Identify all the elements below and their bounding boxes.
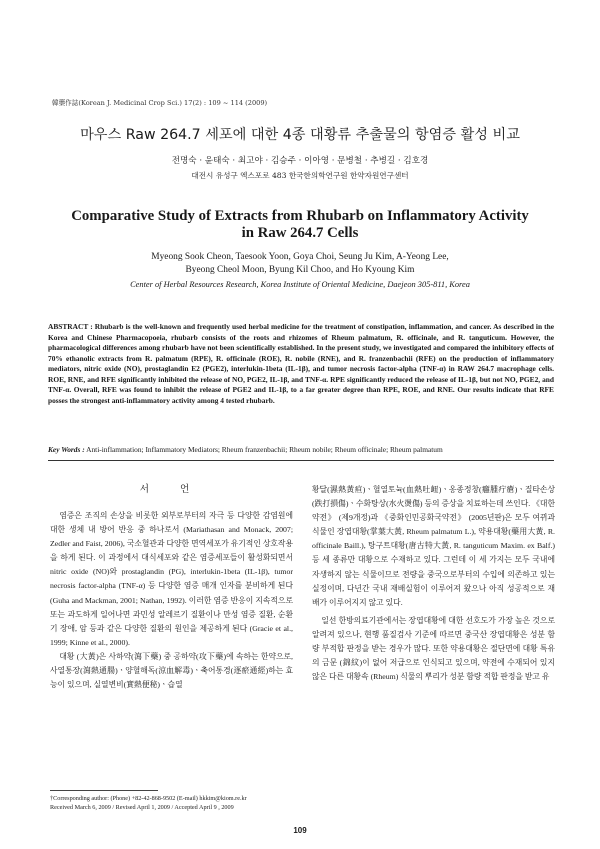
footnote	[50, 795, 570, 812]
keywords-divider	[48, 460, 554, 461]
korean-authors: 전명숙 · 윤태숙 · 최고야 · 김승주 · 이아영 · 문병철 · 추병길 · 김호경	[171, 156, 429, 166]
page-number: 109	[293, 826, 307, 835]
english-title-line-2: in Raw 264.7 Cells	[241, 225, 359, 241]
footnote-divider	[50, 790, 158, 791]
body-paragraph: 황달(濕熱黃疸)ㆍ혈열토뉵(血熱吐衄)ㆍ옹종정창(癰腫疔瘡)ㆍ질타손상(跌打損傷)ㆍ수화탕상(水火燙傷) 등의 증상을 치료하는데 쓰인다. 《대한약전》 (제9개정)과 《중화인민공화국약전》 (2005년판)은 모두 여뀌과 식물인 장엽대황(掌葉大黃, Rheum palmatum L.), 약용대황(藥用大黃, R. officinale Baill.), 탕구트대황(唐古特大黃, R. tanguticum Maxim. ex Balf.) 등 세 종류만 대황으로 수재하고 있다. 그런데 이 세 가지는 모두 국내에 자생하지 않는 식물이므로 전량을 중국으로부터의 수입에 의존하고 있는 실정이며, 다년간 국내 재배실험이 이루어져 왔으나 아직 성공적으로 재배가 이루어지지 않고 있다.	[312, 485, 555, 607]
english-authors-line-1: Myeong Sook Cheon, Taesook Yoon, Goya Choi, Seung Ju Kim, A-Yeong Lee,	[151, 252, 449, 262]
corresponding-author: †Corresponding author: (Phone) +82-42-868-9502 (E-mail) hkkim@kiom.re.kr	[50, 795, 247, 802]
keywords-label: Key Words :	[48, 445, 85, 454]
keywords-text: Anti-inflammation; Inflammatory Mediators; Rheum franzenbachii; Rheum nobile; Rheum officinale; Rheum palmatum	[86, 445, 443, 454]
english-affiliation: Center of Herbal Resources Research, Korea Institute of Oriental Medicine, Daejeon 305-811, Korea	[130, 280, 470, 289]
english-authors	[60, 251, 540, 277]
body-paragraph: 일선 한방의료기관에서는 장엽대황에 대한 선호도가 가장 높은 것으로 알려져 있으나, 현행 품질검사 기준에 따르면 중국산 장엽대황은 성분 함량 부적합 판정을 받는 경우가 많다. 또한 약용대황은 절단면에 대황 특유의 금문 (錦紋)이 없어 저급으로 인식되고 있으며, 약전에 수재되어 있지 않은 다른 대황속 (Rheum) 식물의 뿌리가 성분 함량 적합 판정을 받고 유	[312, 615, 555, 682]
body-left-column	[50, 483, 293, 692]
english-authors-line-2: Byeong Cheol Moon, Byung Kil Choo, and Ho Kyoung Kim	[185, 265, 415, 275]
english-title-line-1: Comparative Study of Extracts from Rhubarb on Inflammatory Activity	[71, 208, 529, 224]
journal-citation: 韓藥作誌(Korean J. Medicinal Crop Sci.) 17(2) : 109 ~ 114 (2009)	[52, 99, 268, 107]
received-dates: Received March 6, 2009 / Revised April 1, 2009 / Accepted April 9 , 2009	[50, 803, 234, 811]
body-paragraph: 대황 (大黃)은 사하약(瀉下藥) 중 공하약(攻下藥)에 속하는 한약으로, 사열통장(瀉熱通腸)ㆍ양혈해독(涼血解毒)ㆍ축어통경(逐瘀通經)하는 효능이 있으며, 실열변비(實熱便秘)ㆍ습열	[50, 651, 293, 690]
korean-affiliation: 대전시 유성구 엑스포로 483 한국한의학연구원 한약자원연구센터	[191, 171, 409, 180]
korean-title: 마우스 Raw 264.7 세포에 대한 4종 대황류 추출물의 항염증 활성 비교	[80, 127, 520, 143]
body-paragraph: 염증은 조직의 손상을 비롯한 외부로부터의 자극 등 다양한 감염원에 대한 생체 내 방어 반응 중 하나로서 (Mariathasan and Monack, 2007; Zedler and Faist, 2006), 국소혈관과 다양한 면역세포가 유기적인 상호작용을 하게 된다. 이 과정에서 대식세포와 같은 염증세포들이 활성화되면서 nitric oxide (NO)와 prostaglandin (PG), interlukin-1beta (IL-1β), tumor necrosis factor-alpha (TNF-α) 등 다양한 염증 매개 인자를 분비하게 된다 (Guha and Mackman, 2001; Nathan, 1992). 이러한 염증 반응이 지속적으로 또는 과도하게 일어나면 과민성 알레르기 질환이나 만성 염증 질환, 순환기 장애, 암 등과 같은 다양한 질환의 원인을 제공하게 된다 (Gracie et al., 1999; Kinne et al., 2000).	[50, 511, 293, 647]
abstract: ABSTRACT : Rhubarb is the well-known and frequently used herbal medicine for the treatment of constipation, inflammation, and cancer. As described in the Korea and Chinese Pharmacopoeia, rhubarb consists of the roots and rhizomes of Rheum palmatum, R. officinale, and R. tanguticum. However, the pharmacological differences among rhubarb have not been scientifically established. In the present study, we investigated and compared the inhibitory effects of 70% ethanolic extracts from R. palmatum (RPE), R. officinale (ROE), R. nobile (RNE), and R. franzenbachii (RFE) on the production of inflammatory mediators, nitric oxide (NO), prostaglandin E2 (PGE2), interlukin-1beta (IL-1β), and tumor necrosis factor-alpha (TNF-α) in RAW 264.7 macrophage cells. ROE, RNE, and RFE significantly inhibited the release of NO, PGE2, IL-1β, and TNF-α. RPE significantly reduced the release of IL-1β, but not NO, PGE2, and TNF-α. Overall, RFE was found to inhibit the release of PGE2 and IL-1β, to a far greater degree than RPE, ROE, and RNE. Our results indicate that RFE posses the strongest anti-inflammatory activity among 4 tested rhubarb.	[48, 322, 554, 405]
body-right-column	[312, 483, 555, 684]
english-title	[60, 208, 540, 242]
keywords	[48, 445, 554, 454]
section-title: 서 언	[139, 484, 204, 495]
